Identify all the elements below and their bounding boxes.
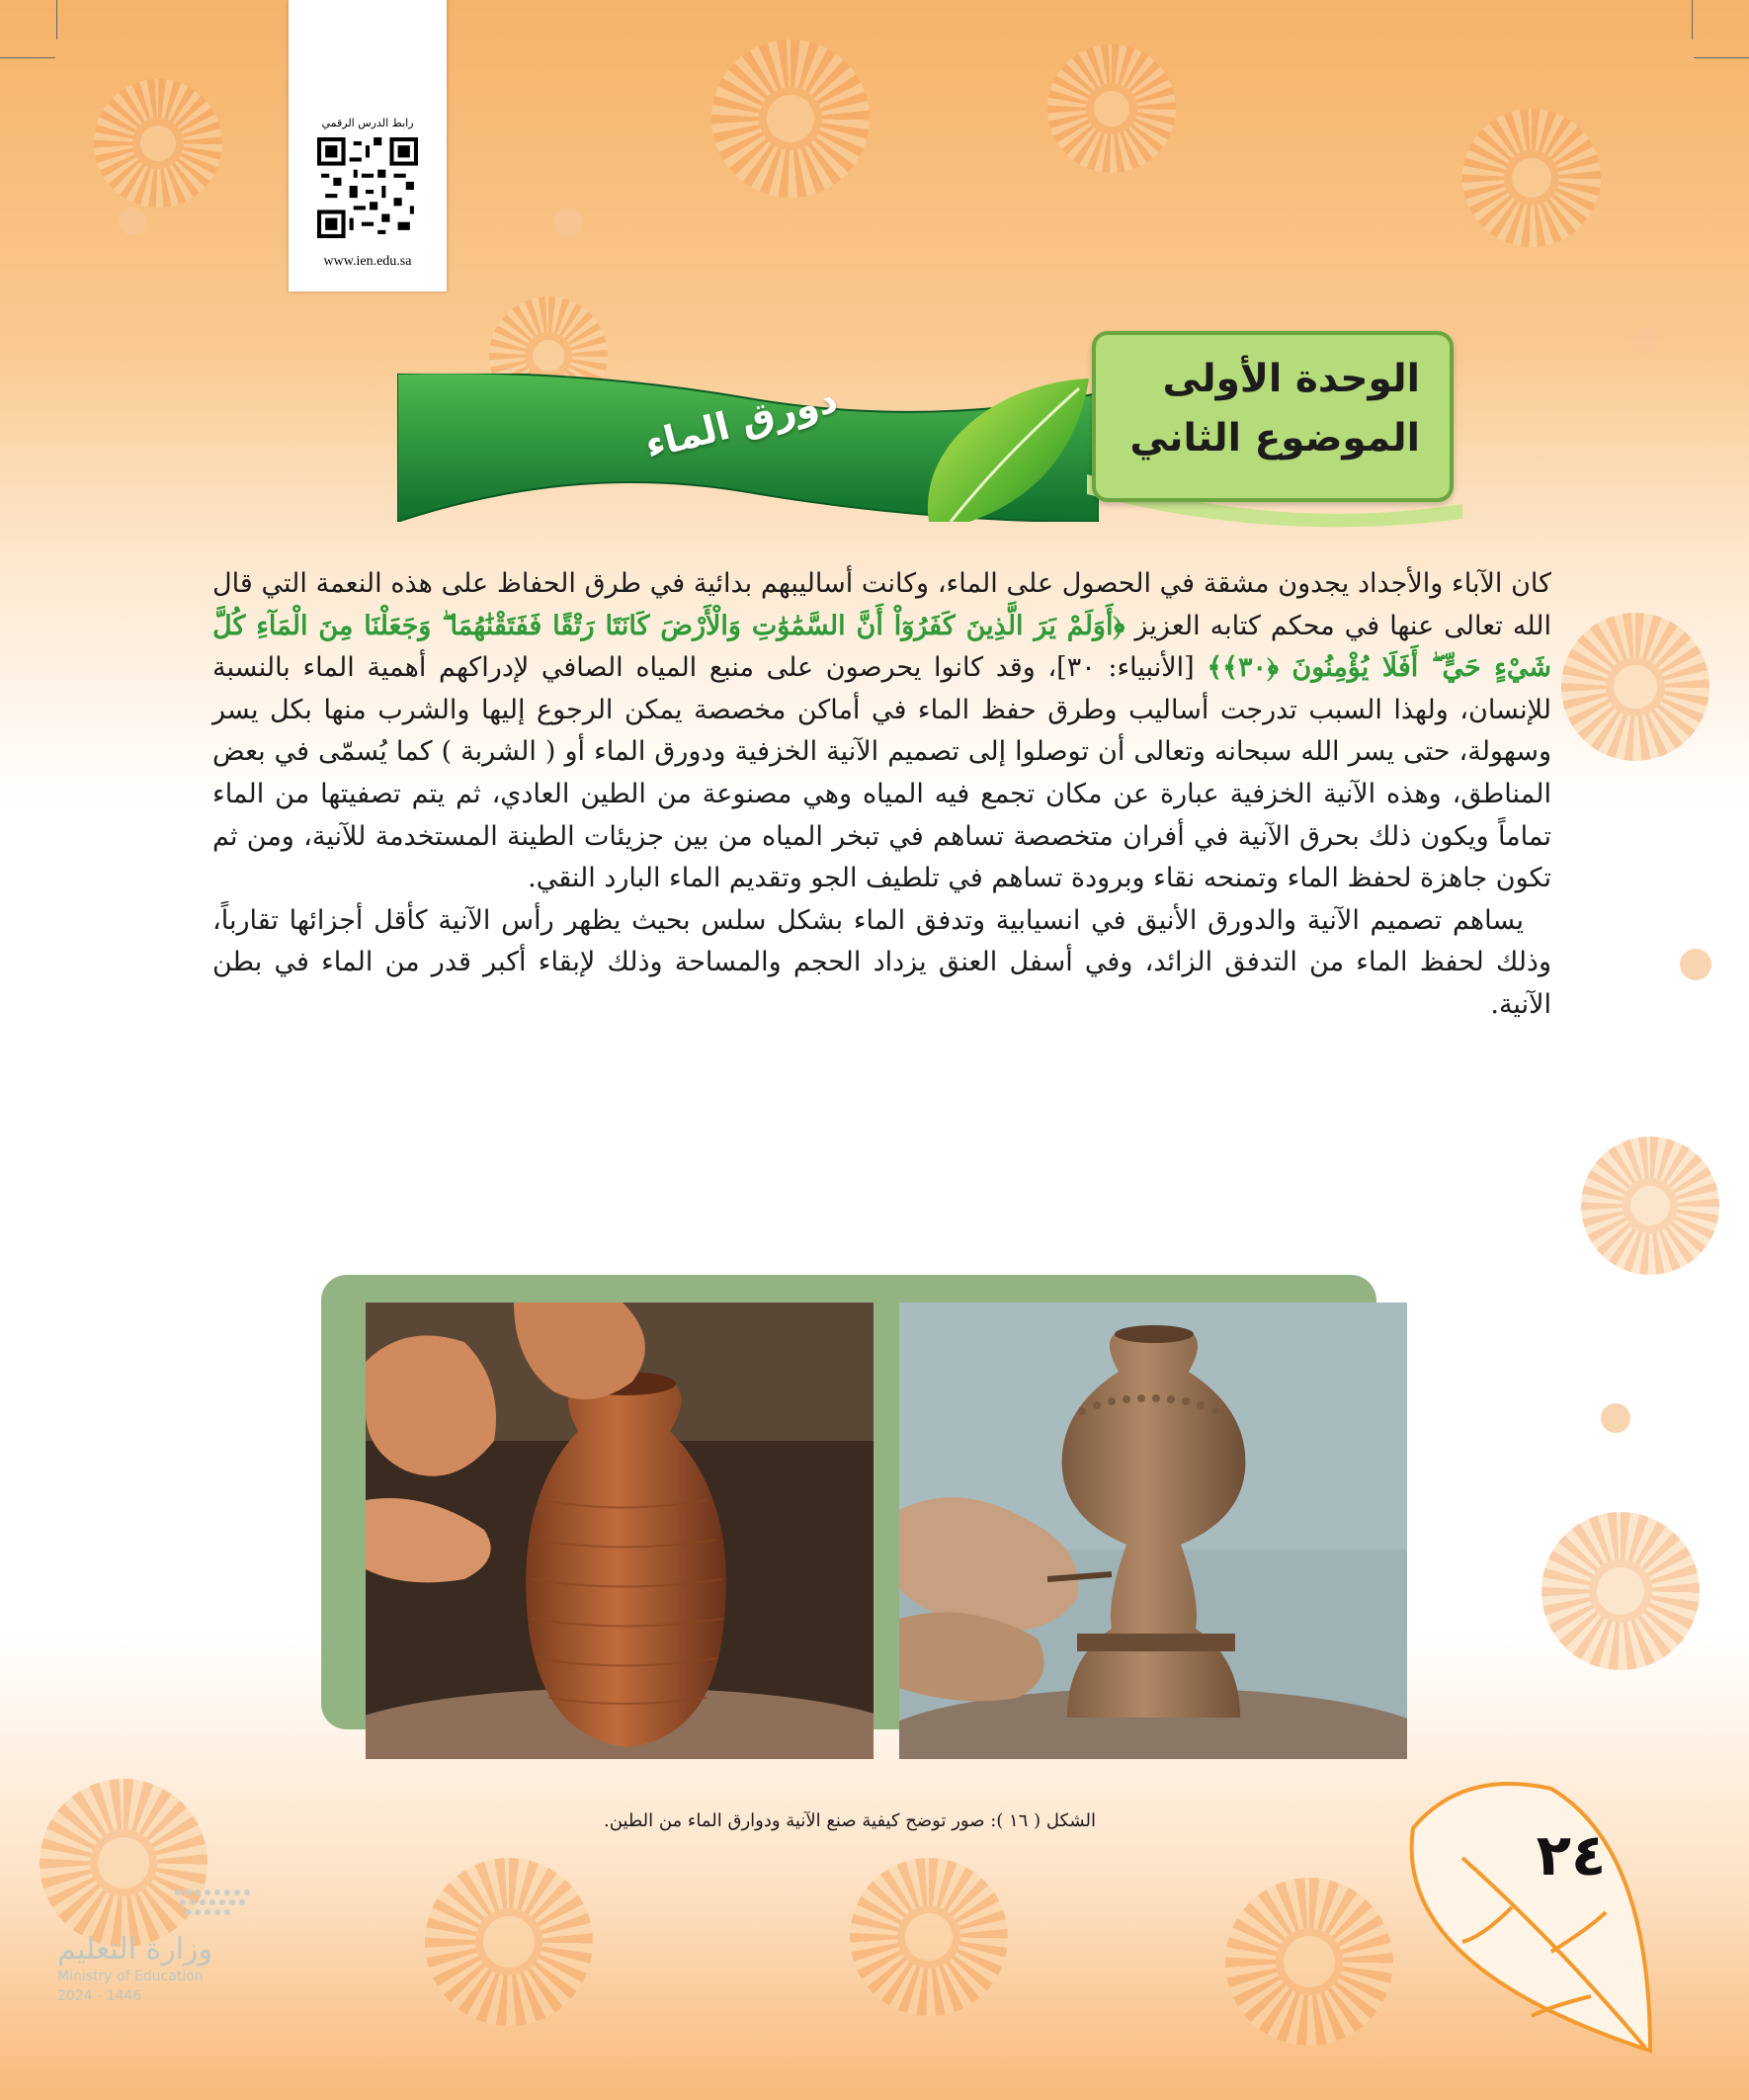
qr-code[interactable] bbox=[317, 137, 418, 238]
qr-url[interactable]: www.ien.edu.sa bbox=[323, 254, 412, 269]
decorative-flower bbox=[711, 40, 870, 198]
paragraph-1 bbox=[212, 563, 1551, 900]
crop-mark bbox=[1692, 0, 1693, 40]
decorative-flower bbox=[1047, 44, 1176, 173]
ministry-logo-icon bbox=[168, 1883, 267, 1927]
decorative-flower bbox=[1541, 1512, 1700, 1670]
decorative-flower bbox=[1581, 1136, 1719, 1275]
topic-label: الموضوع الثاني bbox=[1129, 416, 1420, 461]
unit-box bbox=[1092, 331, 1454, 502]
decorative-dot bbox=[119, 208, 146, 235]
quran-verse: ﴿أَوَلَمْ يَرَ الَّذِينَ كَفَرُوٓاْ أَنَّ السَّمَٰوَٰتِ وَالْأَرْضَ كَانَتَا رَتْقًا فَفَتَقْنَٰهُمَا ۖ وَجَعَلْنَا مِنَ الْمَآءِ كُلَّ شَيْءٍ حَيٍّ ۖ أَفَلَا يُؤْمِنُونَ ﴿٣٠﴾﴾ bbox=[212, 610, 1552, 684]
decorative-dot bbox=[1630, 326, 1658, 354]
unit-label: الوحدة الأولى bbox=[1162, 357, 1420, 401]
figure-caption: الشكل ( ١٦ ): صور توضح كيفية صنع الآنية ودوارق الماء من الطين. bbox=[604, 1810, 1096, 1831]
decorative-dot bbox=[553, 208, 583, 237]
decorative-dot bbox=[1680, 949, 1711, 980]
decorative-flower bbox=[425, 1858, 593, 2026]
qr-label: رابط الدرس الرقمي bbox=[321, 117, 414, 129]
ministry-name-ar: وزارة التعليم bbox=[57, 1932, 213, 1967]
ministry-footer bbox=[57, 1932, 275, 2004]
crop-mark bbox=[56, 0, 57, 40]
paragraph-1-intro: كان الآباء والأجداد يجدون مشقة في الحصول على الماء، وكانت أساليبهم بدائية في طرق الحفاظ على هذه النعمة التي قال الله تعالى عنها في محكم كتابه العزيز bbox=[212, 568, 1551, 641]
ministry-name-en: Ministry of Education bbox=[57, 1969, 204, 1984]
paragraph-1-rest: [الأنبياء: ٣٠]، وقد كانوا يحرصون على منبع المياه الصافي لإدراكهم أهمية الماء بالنسبة للإنسان، ولهذا السبب تدرجت أساليب وطرق حفظ الماء في أماكن مخصصة يمكن الرجوع إليها والشرب منها بكل يسر وسهولة، حتى يسر الله سبحانه وتعالى أن توصلوا إلى تصميم الآنية الخزفية ودورق الماء أو ( الشربة ) كما يُسمّى في بعض المناطق، وهذه الآنية الخزفية عبارة عن مكان تجمع فيه المياه وهي مصنوعة من الطين العادي، ثم يتم تصفيتها من الماء تماماً ويكون ذلك بحرق الآنية في أفران متخصصة تساهم في تبخر المياه من بين جزيئات الطينة المستخدمة للآنية، ومن ثم تكون جاهزة لحفظ الماء وتمنحه نقاء وبرودة تساهم في تلطيف الجو وتقديم الماء البارد النقي. bbox=[212, 652, 1551, 894]
qr-card bbox=[289, 0, 447, 292]
decorative-flower bbox=[1225, 1878, 1393, 2046]
decorative-flower bbox=[1561, 613, 1709, 761]
pottery-photo-right bbox=[899, 1302, 1407, 1759]
decorative-dot bbox=[1601, 1403, 1630, 1433]
page-title: دورق الماء bbox=[640, 377, 842, 467]
body-text bbox=[212, 563, 1551, 1027]
edition-year: 2024 - 1446 bbox=[57, 1988, 142, 2004]
decorative-flower bbox=[94, 79, 222, 208]
decorative-flower bbox=[1462, 109, 1601, 247]
page-number: ٢٤ bbox=[1536, 1821, 1607, 1889]
page-number-leaf-icon bbox=[1403, 1769, 1660, 2056]
title-banner bbox=[397, 374, 1099, 522]
pottery-photo-left bbox=[366, 1302, 874, 1759]
crop-mark bbox=[0, 57, 55, 58]
paragraph-2: يساهم تصميم الآنية والدورق الأنيق في انسيابية وتدفق الماء بشكل سلس بحيث يظهر رأس الآنية كأقل أجزائها تقارباً، وذلك لحفظ الماء من التدفق الزائد، وفي أسفل العنق يزداد الحجم والمساحة وذلك لإبقاء أكبر قدر من الماء في بطن الآنية. bbox=[212, 904, 1551, 1020]
decorative-flower bbox=[850, 1858, 1008, 2016]
crop-mark bbox=[1694, 57, 1749, 58]
